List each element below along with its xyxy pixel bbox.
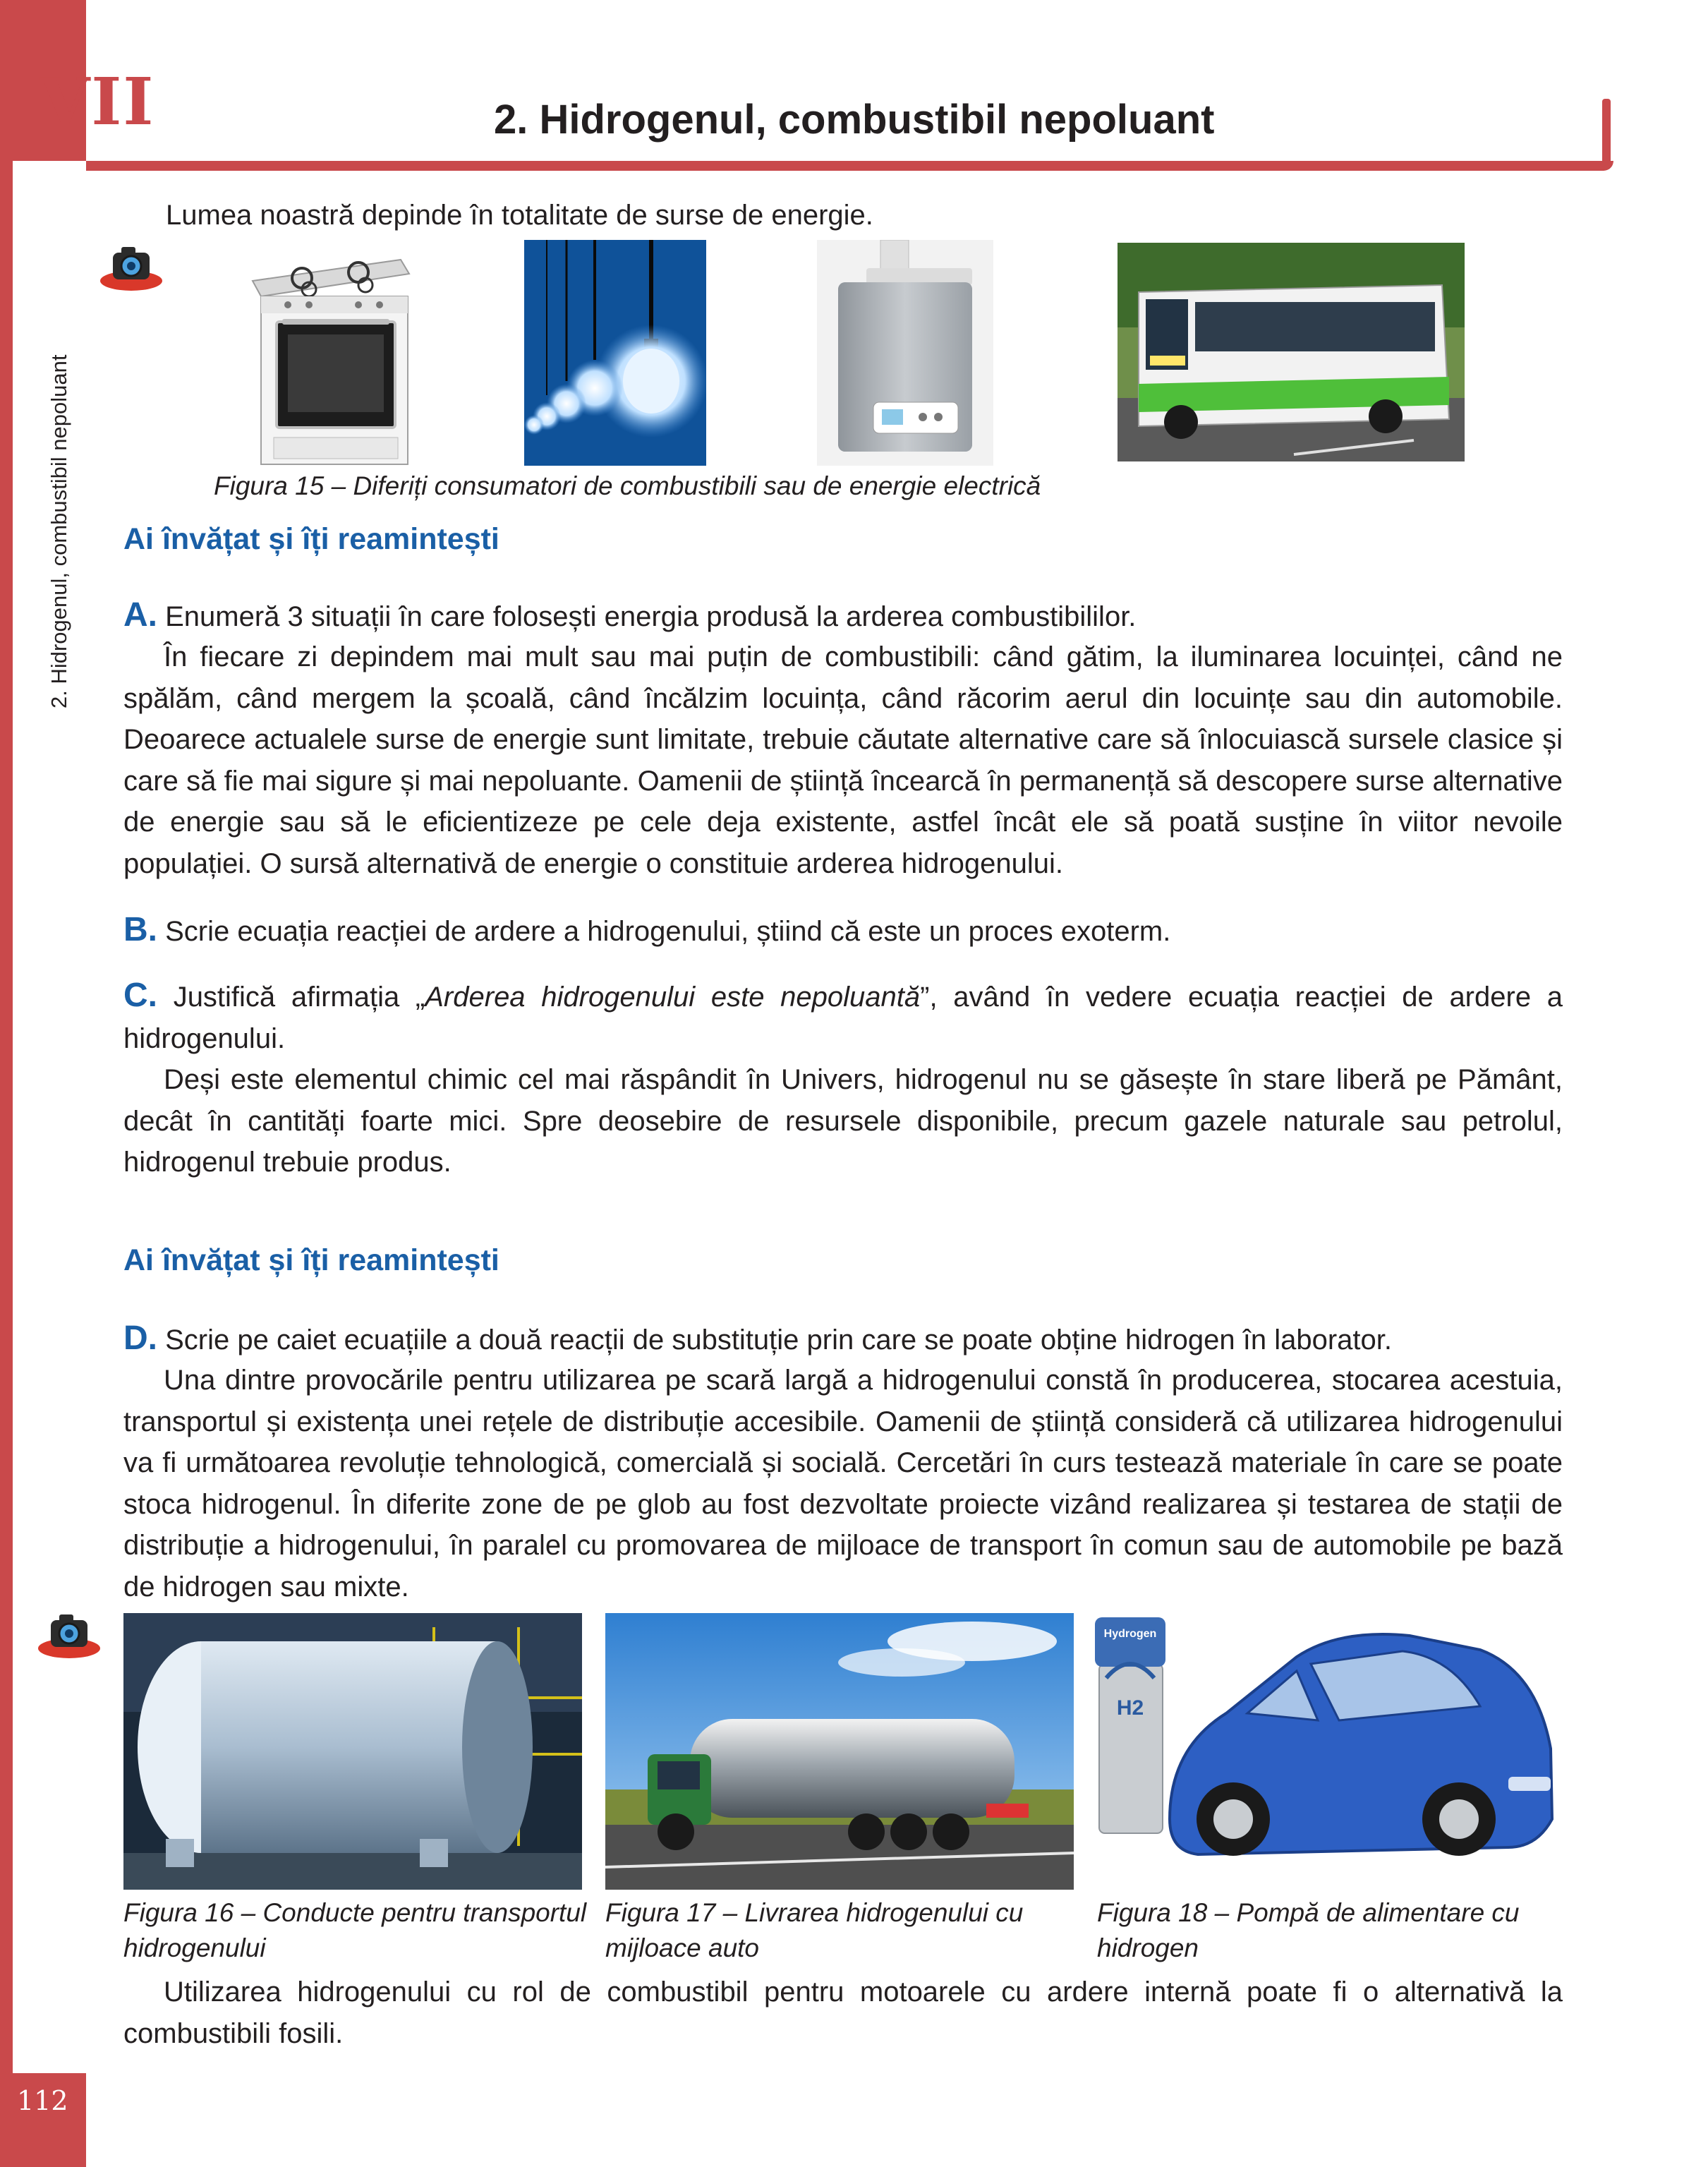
hydrogen-pump-image	[1085, 1607, 1565, 1894]
page-number: 112	[17, 2085, 68, 2116]
camera-icon	[99, 243, 164, 292]
hydrogen-truck-image	[605, 1613, 1074, 1890]
task-d-text: Scrie pe caiet ecuațiile a două reacții de substituție prin care se poate obține hidrogen în laborator.	[165, 1324, 1392, 1356]
task-b	[123, 910, 1563, 953]
paragraph-2-text: Deși este elementul chimic cel mai răspândit în Univers, hidrogenul nu se găsește în stare liberă pe Pământ, decât în cantități foarte mici. Spre deosebire de resursele disponibile, precum gazele naturale sau petrolul, hidrogenul trebuie produs.	[123, 1064, 1563, 1178]
paragraph-2	[123, 1059, 1563, 1183]
section1-heading: Ai învățat și îți reamintești	[123, 522, 499, 556]
task-c	[123, 975, 1563, 1059]
paragraph-3	[123, 1360, 1563, 1607]
figure15-caption: Figura 15 – Diferiți consumatori de combustibili sau de energie electrică	[214, 471, 1041, 500]
section2-heading: Ai învățat și îți reamintești	[123, 1243, 499, 1277]
figure17-caption: Figura 17 – Livrarea hidrogenului cu mijloace auto	[605, 1898, 1024, 1962]
task-d-letter: D.	[123, 1320, 157, 1357]
boiler-image	[817, 240, 993, 466]
header-rule	[86, 161, 1613, 171]
band-panel	[0, 161, 86, 2073]
pump-symbol: H2	[1116, 1696, 1144, 1720]
band-strip	[0, 161, 13, 2073]
task-c-letter: C.	[123, 977, 157, 1014]
hydrogen-tank-image	[123, 1613, 582, 1890]
paragraph-4	[123, 1972, 1563, 2054]
task-c-quote: Arderea hidrogenului este nepoluantă	[425, 982, 921, 1013]
unit-numeral: VII	[40, 64, 155, 140]
sidebar-chapter-title: 2. Hidrogenul, combustibil nepoluant	[47, 354, 71, 708]
task-a	[123, 595, 1563, 638]
task-b-text: Scrie ecuația reacției de ardere a hidrogenului, știind că este un proces exoterm.	[165, 916, 1171, 947]
task-c-text-after: ”, având în vedere ecuația reacției de ardere a hidrogenului.	[123, 982, 1563, 1054]
task-a-letter: A.	[123, 596, 157, 634]
paragraph-1-text: În fiecare zi depindem mai mult sau mai puțin de combustibili: când gătim, la iluminarea locuinței, când ne spălăm, când mergem la școală, când încălzim locuința, când răcorim aerul din locuințe sau din automobile. Deoarece actualele surse de energie sunt limitate, trebuie căutate alternative care să înlocuiască sursele clasice și care să fie mai sigure și mai nepoluante. Oamenii de știință încearcă în permanență să descopere surse alternative de energie sau să le eficientizeze pe cele deja existente, astfel încât ele să poată susține în viitor nevoile populației. O sursă alternativă de energie o constituie arderea hidrogenului.	[123, 641, 1563, 879]
task-c-text-before: Justifică afirmația „	[173, 982, 425, 1013]
figure16-caption: Figura 16 – Conducte pentru transportul hidrogenului	[123, 1898, 587, 1962]
paragraph-1	[123, 636, 1563, 884]
task-d	[123, 1318, 1563, 1361]
paragraph-3-text: Una dintre provocările pentru utilizarea pe scară largă a hidrogenului constă în producerea, stocarea acestuia, transportul și existența unei rețele de distribuție accesibile. Oamenii de știință consideră că utilizarea hidrogenului va fi următoarea revoluție tehnologică, comercială și socială. Cercetări în curs testează materiale în care se poate stoca hidrogenul. În diferite zone de pe glob au fost dezvoltate proiecte vizând realizarea și testarea de stații de distribuție a hidrogenului, în paralel cu promovarea de mijloace de transport în comun sau de automobile pe bază de hidrogen sau mixte.	[123, 1365, 1563, 1602]
unit-label: Unitatea	[47, 198, 69, 275]
task-b-letter: B.	[123, 911, 157, 948]
paragraph-4-text: Utilizarea hidrogenului cu rol de combustibil pentru motoarele cu ardere internă poate fi o alternativă la combustibili fosili.	[123, 1976, 1563, 2049]
task-a-text: Enumeră 3 situații în care folosești energia produsă la arderea combustibililor.	[165, 601, 1137, 632]
header-rule-corner	[1602, 99, 1611, 169]
bus-image	[1118, 243, 1465, 461]
stove-image	[246, 246, 415, 467]
camera-icon	[37, 1610, 102, 1660]
intro-text: Lumea noastră depinde în totalitate de surse de energie.	[166, 200, 873, 231]
light-bulbs-image	[524, 240, 706, 466]
page-title: 2. Hidrogenul, combustibil nepoluant	[494, 97, 1215, 143]
figure18-caption: Figura 18 – Pompă de alimentare cu hidrogen	[1097, 1898, 1520, 1962]
pump-label: Hydrogen	[1103, 1628, 1157, 1640]
